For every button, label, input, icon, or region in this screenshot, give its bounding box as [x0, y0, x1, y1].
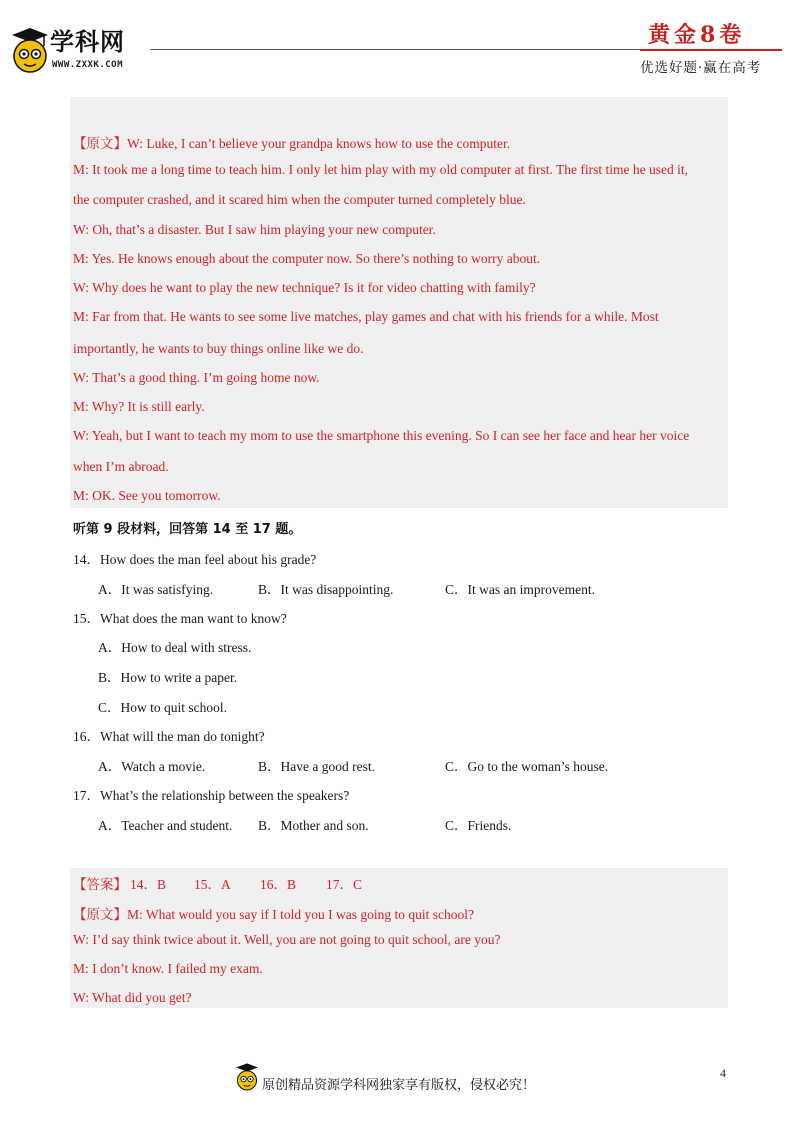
transcript-line: W: Oh, that’s a disaster. But I saw him playing your new computer. [73, 222, 436, 237]
question-stem: 17．What’s the relationship between the speakers? [73, 788, 350, 803]
option-c: C．It was an improvement. [445, 582, 595, 597]
transcript-line: the computer crashed, and it scared him when the computer turned completely blue. [73, 192, 526, 207]
transcript-line: M: Yes. He knows enough about the computer now. So there’s nothing to worry about. [73, 251, 541, 266]
option-a: A．Watch a movie. [98, 759, 206, 774]
transcript-tag: 【原文】 [73, 136, 127, 151]
transcript-text: W: Luke, I can’t believe your grandpa knows how to use the computer. [127, 136, 511, 151]
transcript-line: M: Far from that. He wants to see some live matches, play games and chat with his friends for a while. Most [73, 309, 659, 324]
zxxk-logo-icon [10, 26, 50, 76]
transcript-line: W: I’d say think twice about it. Well, you are not going to quit school, are you? [73, 932, 501, 947]
logo-text: 学科网 [50, 28, 125, 56]
answer-tag: 【答案】 [73, 877, 127, 892]
transcript-tag: 【原文】 [73, 907, 127, 922]
answer-item: 16．B [260, 877, 297, 892]
footer-copyright: 原创精品资源学科网独家享有版权，侵权必究！ [262, 1078, 536, 1093]
transcript-line [73, 132, 510, 152]
transcript-line: M: It took me a long time to teach him. I only let him play with my old computer at first. The first time he used it, [73, 162, 689, 177]
transcript-block-1 [70, 97, 728, 508]
transcript-line: M: OK. See you tomorrow. [73, 488, 221, 503]
transcript-line: M: Why? It is still early. [73, 399, 205, 414]
answer-item: 17．C [326, 877, 363, 892]
question-stem: 16．What will the man do tonight? [73, 729, 265, 744]
transcript-line: importantly, he wants to buy things online like we do. [73, 341, 364, 356]
transcript-line: W: What did you get? [73, 990, 192, 1005]
transcript-text: M: What would you say if I told you I was going to quit school? [127, 907, 474, 922]
option-b: B．How to write a paper. [98, 670, 238, 685]
question-stem: 14．How does the man feel about his grade? [73, 552, 317, 567]
transcript-line [73, 903, 474, 923]
option-a: A．Teacher and student. [98, 818, 233, 833]
footer-logo-icon [233, 1062, 261, 1092]
option-c: C．Go to the woman’s house. [445, 759, 609, 774]
transcript-line: W: Yeah, but I want to teach my mom to use the smartphone this evening. So I can see her face and hear her voice [73, 428, 690, 443]
brand-title: 黄金8卷 [648, 22, 746, 48]
question-stem: 15．What does the man want to know? [73, 611, 287, 626]
brand-slogan: 优选好题·赢在高考 [640, 60, 762, 76]
transcript-line: M: I don’t know. I failed my exam. [73, 961, 263, 976]
option-b: B．It was disappointing. [258, 582, 394, 597]
page-number: 4 [720, 1066, 726, 1080]
header-accent-divider [640, 49, 782, 51]
transcript-line: W: That’s a good thing. I’m going home now. [73, 370, 320, 385]
answer-item: 15．A [194, 877, 231, 892]
option-b: B．Have a good rest. [258, 759, 375, 774]
answer-item: 14．B [130, 877, 167, 892]
option-c: C．Friends. [445, 818, 512, 833]
section-heading: 听第 9 段材料，回答第 14 至 17 题。 [73, 522, 302, 537]
option-b: B．Mother and son. [258, 818, 369, 833]
option-a: A．How to deal with stress. [98, 640, 252, 655]
logo-url: WWW.ZXXK.COM [52, 60, 124, 70]
page-header [0, 0, 800, 90]
transcript-line: when I’m abroad. [73, 459, 169, 474]
option-c: C．How to quit school. [98, 700, 228, 715]
transcript-line: W: Why does he want to play the new technique? Is it for video chatting with family? [73, 280, 536, 295]
option-a: A．It was satisfying. [98, 582, 214, 597]
